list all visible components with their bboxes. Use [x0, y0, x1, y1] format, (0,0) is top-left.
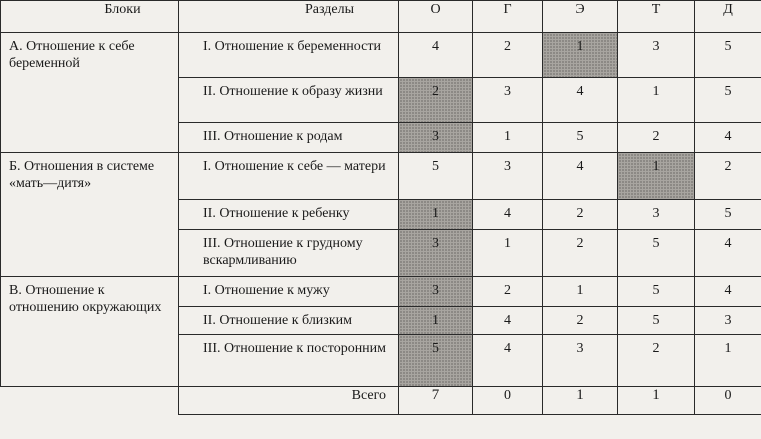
section-label: III. Отношение к посторонним: [179, 335, 399, 387]
table-row: [1, 33, 761, 78]
total-value: 7: [399, 387, 473, 415]
value-cell: 1: [473, 230, 543, 277]
value-cell: 2: [543, 230, 618, 277]
value-cell: 3: [543, 335, 618, 387]
value-cell: 5: [695, 78, 761, 123]
value-cell: 4: [543, 78, 618, 123]
value-cell-highlighted: 3: [399, 277, 473, 307]
header-blocks: Блоки: [1, 1, 179, 33]
header-row: [1, 1, 761, 33]
total-label: Всего: [179, 387, 399, 415]
header-col-g: Г: [473, 1, 543, 33]
value-cell-highlighted: 2: [399, 78, 473, 123]
section-label: I. Отношение к себе — матери: [179, 153, 399, 200]
value-cell: 3: [695, 307, 761, 335]
value-cell: 4: [473, 335, 543, 387]
block-b-label: Б. Отношения в системе «мать—дитя»: [1, 153, 179, 277]
value-cell: 4: [695, 123, 761, 153]
value-cell: 3: [473, 78, 543, 123]
value-cell: 5: [399, 153, 473, 200]
value-cell-highlighted: 1: [618, 153, 695, 200]
value-cell: 2: [695, 153, 761, 200]
block-a-label: А. Отношение к себе беременной: [1, 33, 179, 153]
value-cell: 3: [473, 153, 543, 200]
value-cell-highlighted: 3: [399, 230, 473, 277]
value-cell: 1: [618, 78, 695, 123]
section-label: II. Отношение к ребенку: [179, 200, 399, 230]
header-col-o: О: [399, 1, 473, 33]
value-cell: 2: [543, 200, 618, 230]
value-cell: 3: [618, 33, 695, 78]
value-cell: 2: [618, 123, 695, 153]
total-value: 0: [473, 387, 543, 415]
value-cell: 4: [473, 200, 543, 230]
value-cell-highlighted: 5: [399, 335, 473, 387]
value-cell-highlighted: 1: [543, 33, 618, 78]
value-cell: 4: [695, 230, 761, 277]
total-value: 0: [695, 387, 761, 415]
total-row: [1, 387, 761, 415]
header-col-e: Э: [543, 1, 618, 33]
section-label: I. Отношение к беременности: [179, 33, 399, 78]
value-cell: 5: [695, 33, 761, 78]
table-row: [1, 153, 761, 200]
total-value: 1: [543, 387, 618, 415]
value-cell: 5: [618, 277, 695, 307]
value-cell: 5: [618, 230, 695, 277]
value-cell-highlighted: 3: [399, 123, 473, 153]
value-cell: 1: [473, 123, 543, 153]
value-cell: 1: [543, 277, 618, 307]
value-cell: 4: [473, 307, 543, 335]
value-cell: 2: [543, 307, 618, 335]
value-cell: 4: [399, 33, 473, 78]
value-cell: 2: [618, 335, 695, 387]
value-cell: 3: [618, 200, 695, 230]
value-cell: 5: [695, 200, 761, 230]
value-cell: 1: [695, 335, 761, 387]
section-label: III. Отношение к грудному вскармливанию: [179, 230, 399, 277]
section-label: II. Отношение к образу жизни: [179, 78, 399, 123]
block-c-label: В. Отношение к отношению окружающих: [1, 277, 179, 387]
value-cell: 2: [473, 33, 543, 78]
value-cell: 4: [695, 277, 761, 307]
total-value: 1: [618, 387, 695, 415]
table-row: [1, 277, 761, 307]
section-label: II. Отношение к близким: [179, 307, 399, 335]
header-sections: Разделы: [179, 1, 399, 33]
value-cell: 5: [543, 123, 618, 153]
value-cell: 4: [543, 153, 618, 200]
value-cell: 5: [618, 307, 695, 335]
header-col-d: Д: [695, 1, 761, 33]
section-label: III. Отношение к родам: [179, 123, 399, 153]
value-cell-highlighted: 1: [399, 307, 473, 335]
value-cell-highlighted: 1: [399, 200, 473, 230]
blank-cell: [1, 387, 179, 415]
header-col-t: Т: [618, 1, 695, 33]
section-label: I. Отношение к мужу: [179, 277, 399, 307]
value-cell: 2: [473, 277, 543, 307]
